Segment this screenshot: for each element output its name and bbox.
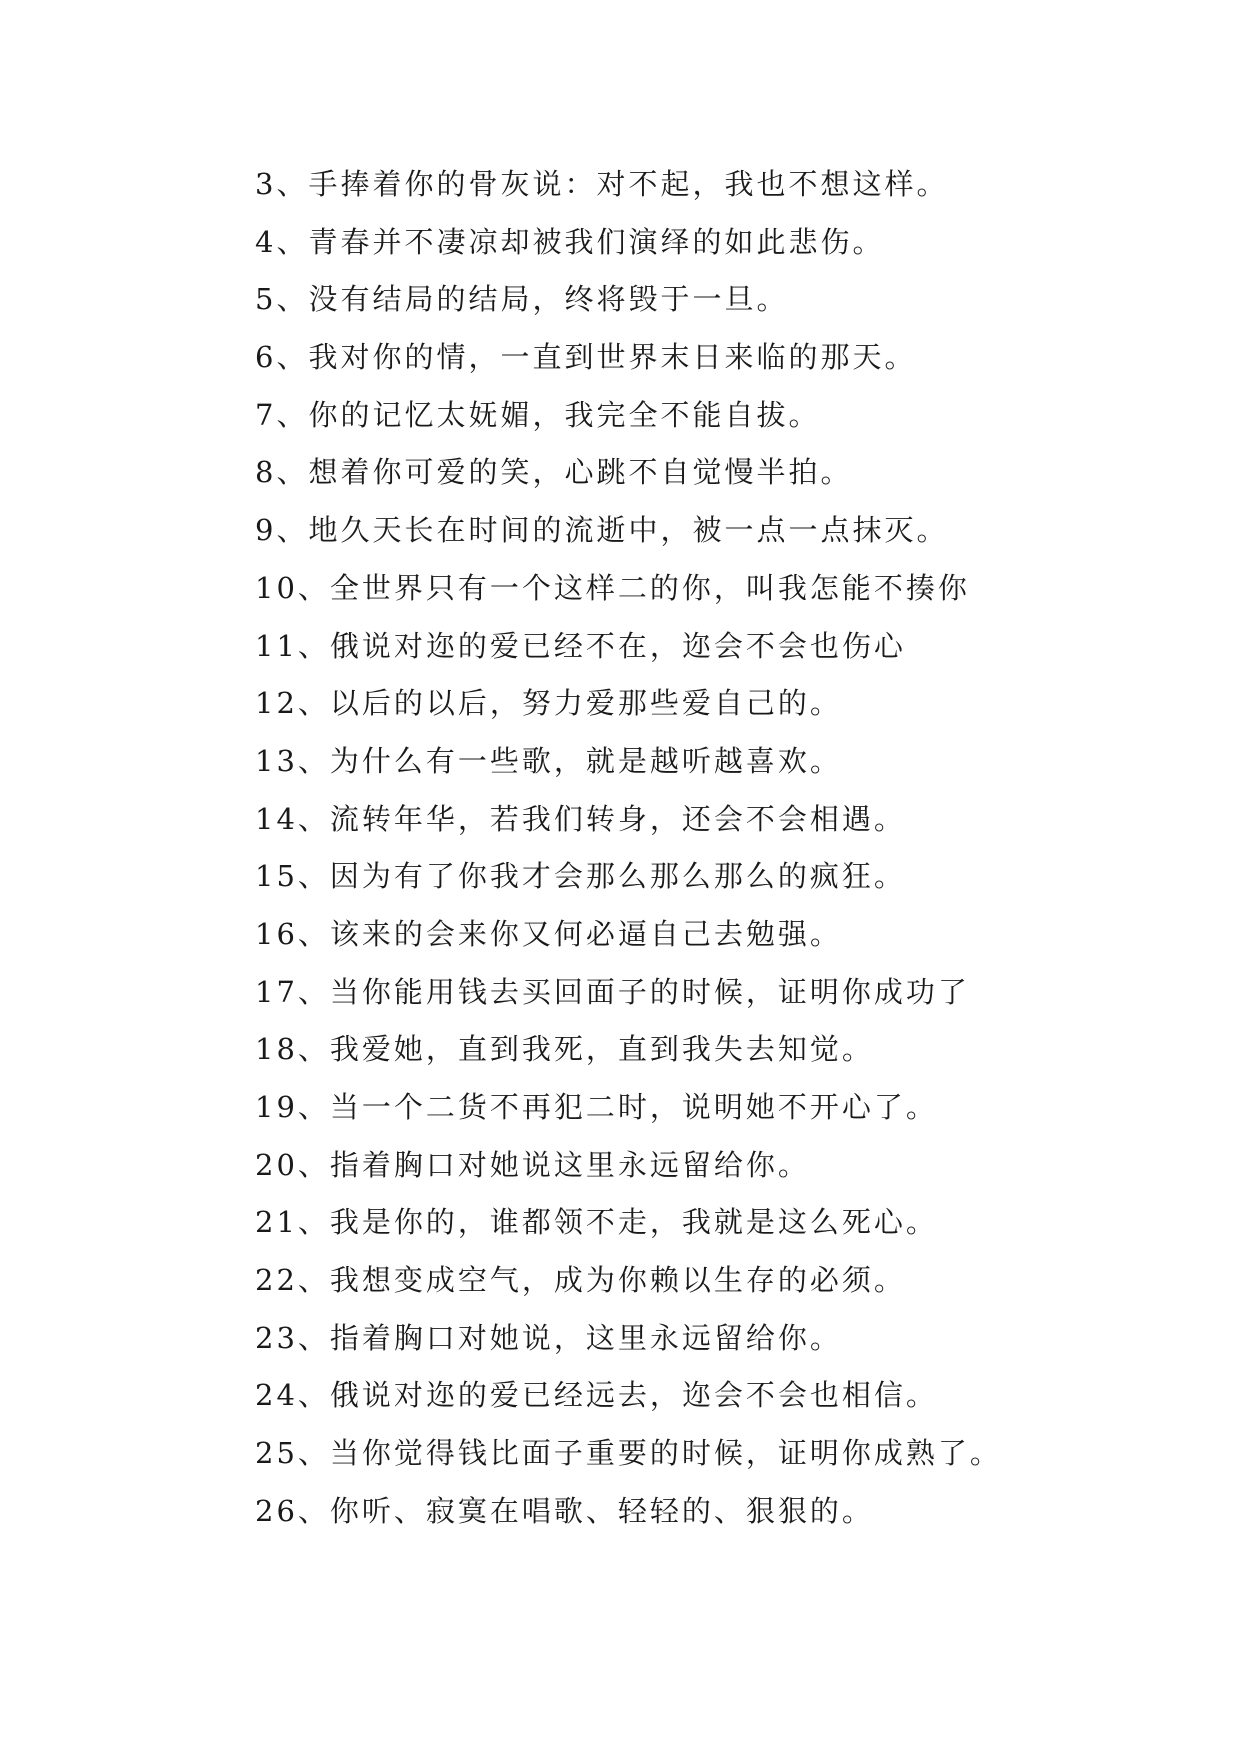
list-item: 13、为什么有一些歌，就是越听越喜欢。	[255, 743, 842, 778]
list-item: 21、我是你的，谁都领不走，我就是这么死心。	[255, 1205, 938, 1240]
list-item: 20、指着胸口对她说这里永远留给你。	[255, 1147, 810, 1182]
list-item: 15、因为有了你我才会那么那么那么的疯狂。	[255, 859, 906, 894]
list-item: 3、手捧着你的骨灰说：对不起，我也不想这样。	[255, 167, 949, 201]
list-item: 10、全世界只有一个这样二的你，叫我怎能不揍你	[255, 570, 970, 605]
list-item: 26、你听、寂寞在唱歌、轻轻的、狠狠的。	[255, 1493, 874, 1528]
list-item: 4、青春并不凄凉却被我们演绎的如此悲伤。	[255, 224, 885, 259]
list-item: 5、没有结局的结局，终将毁于一旦。	[255, 282, 789, 317]
list-item: 14、流转年华，若我们转身，还会不会相遇。	[255, 801, 906, 836]
list-item: 25、当你觉得钱比面子重要的时候，证明你成熟了。	[255, 1436, 1002, 1471]
list-item: 22、我想变成空气，成为你赖以生存的必须。	[255, 1263, 906, 1298]
list-item: 9、地久天长在时间的流逝中，被一点一点抹灭。	[255, 513, 949, 548]
quote-list	[255, 156, 1215, 1541]
list-item: 8、想着你可爱的笑，心跳不自觉慢半拍。	[255, 455, 853, 490]
list-item: 18、我爱她，直到我死，直到我失去知觉。	[255, 1032, 874, 1067]
list-item: 6、我对你的情，一直到世界末日来临的那天。	[255, 340, 917, 375]
list-item: 19、当一个二货不再犯二时，说明她不开心了。	[255, 1090, 938, 1124]
list-item: 12、以后的以后，努力爱那些爱自己的。	[255, 686, 842, 721]
list-item: 23、指着胸口对她说，这里永远留给你。	[255, 1320, 842, 1355]
list-item: 17、当你能用钱去买回面子的时候，证明你成功了	[255, 974, 970, 1009]
list-item: 11、俄说对迩的爱已经不在，迩会不会也伤心	[255, 628, 906, 663]
list-item: 16、该来的会来你又何必逼自己去勉强。	[255, 916, 842, 951]
list-item: 7、你的记忆太妩媚，我完全不能自拔。	[255, 397, 821, 432]
list-item: 24、俄说对迩的爱已经远去，迩会不会也相信。	[255, 1378, 938, 1413]
